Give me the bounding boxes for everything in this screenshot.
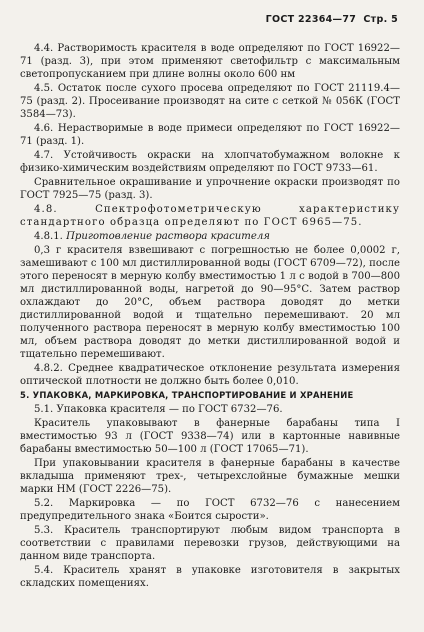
paragraph-4-5: 4.5. Остаток после сухого просева определяют по ГОСТ 21119.4—75 (разд. 2). Просеивание производят на сите с сеткой № 056К (ГОСТ 3584—73). xyxy=(20,83,400,120)
paragraph-4-4: 4.4. Растворимость красителя в воде определяют по ГОСТ 16922—71 (разд. 3), при этом применяют светофильтр с максимальным светопропусканием при длине волны около 600 нм xyxy=(20,43,400,80)
paragraph-4-8-1-heading xyxy=(20,230,400,243)
paragraph-4-8: 4.8. Спектрофотометрическую характеристику стандартного образца определяют по ГОСТ 6965—75. xyxy=(20,204,400,228)
page-number: Стр. 5 xyxy=(363,14,398,25)
section-title: 5. УПАКОВКА, МАРКИРОВКА, ТРАНСПОРТИРОВАНИЕ И ХРАНЕНИЕ xyxy=(20,390,354,400)
paragraph-5-1: 5.1. Упаковка красителя — по ГОСТ 6732—76. xyxy=(34,404,283,415)
paragraph-5-1-drums: Краситель упаковывают в фанерные барабаны типа I вместимостью 93 л (ГОСТ 9338—74) или в картонные навивные барабаны вместимостью 50—100 л (ГОСТ 17065—71). xyxy=(20,418,400,455)
paragraph-4-7: 4.7. Устойчивость окраски на хлопчатобумажном волокне к физико-химическим воздействиям определяют по ГОСТ 9733—61. xyxy=(20,150,400,174)
paragraph-5-1-liners: При упаковывании красителя в фанерные барабаны в качестве вкладыша применяют трех-, четырехслойные бумажные мешки марки НМ (ГОСТ 2226—75). xyxy=(20,458,400,495)
subsection-title: Приготовление раствора красителя xyxy=(66,231,270,242)
body-text xyxy=(20,42,400,591)
paragraph-5-3: 5.3. Краситель транспортируют любым видом транспорта в соответствии с правилами перевозки грузов, действующими на данном виде транспорта. xyxy=(20,525,400,562)
paragraph-4-8-1-body: 0,3 г красителя взвешивают с погрешностью не более 0,0002 г, замешивают с 100 мл дистиллированной воды (ГОСТ 6709—72), после этого переносят в мерную колбу вместимостью 1 л с водой в 700—800 мл дистиллированной воды, нагретой до 90—95°С. Затем раствор охлаждают до 20°С, объем раствора доводят до метки дистиллированной водой и тщательно перемешивают. 20 мл полученного раствора переносят в мерную колбу вместимостью 100 мл, объем раствора доводят до метки дистиллированной водой и тщательно перемешивают. xyxy=(20,245,400,360)
subsection-number: 4.8.1. xyxy=(34,231,67,242)
paragraph-4-7-dyeing: Сравнительное окрашивание и упрочнение окраски производят по ГОСТ 7925—75 (разд. 3). xyxy=(20,177,400,201)
paragraph-4-6: 4.6. Нерастворимые в воде примеси определяют по ГОСТ 16922—71 (разд. 1). xyxy=(20,123,400,147)
page-header xyxy=(266,14,398,25)
paragraph-5-4: 5.4. Краситель хранят в упаковке изготовителя в закрытых складских помещениях. xyxy=(20,565,400,589)
paragraph-4-8-2: 4.8.2. Среднее квадратическое отклонение результата измерения оптической плотности не должно быть более 0,010. xyxy=(20,363,400,387)
standard-number: ГОСТ 22364—77 xyxy=(265,14,357,25)
paragraph-5-2: 5.2. Маркировка — по ГОСТ 6732—76 с нанесением предупредительного знака «Боится сырости». xyxy=(20,498,400,522)
